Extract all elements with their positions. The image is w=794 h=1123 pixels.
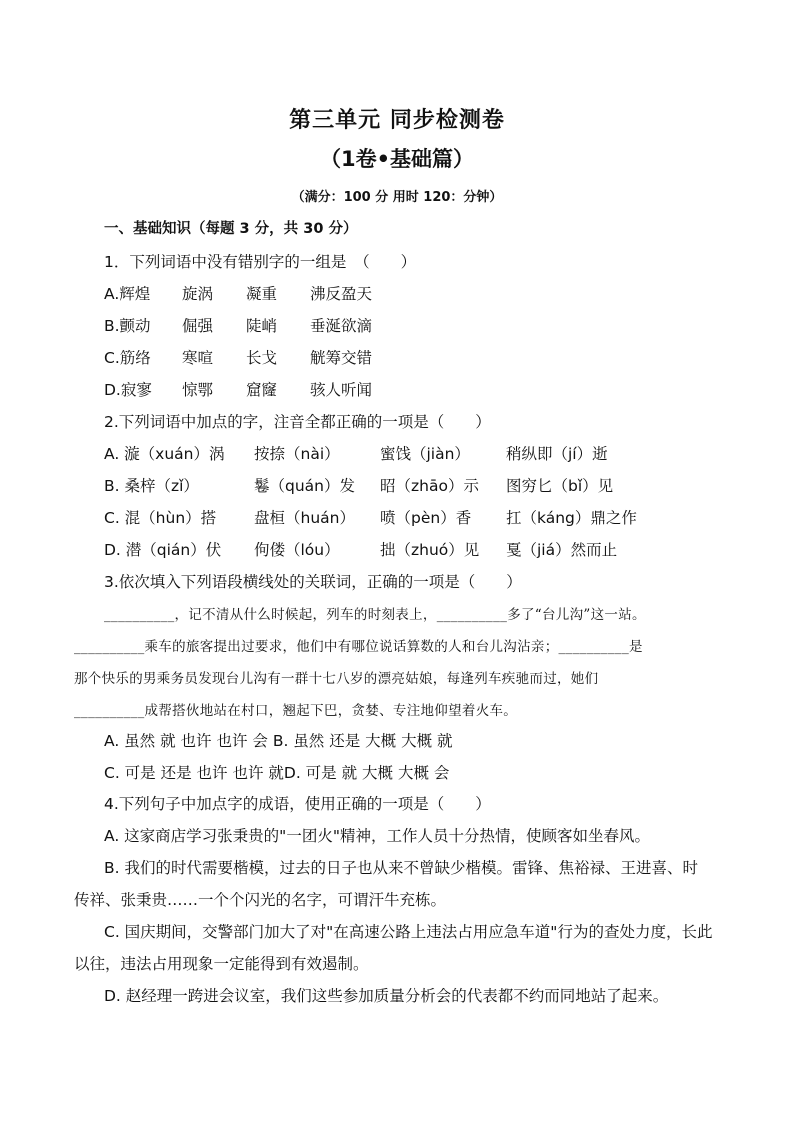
q1-option-c <box>104 346 372 368</box>
q1-d-word-4: 骇人听闻 <box>310 381 373 399</box>
question-4-stem: 4.下列句子中加点字的成语，使用正确的一项是（ ） <box>104 795 491 813</box>
q3-options-ab: A. 虽然 就 也许 也许 会 B. 虽然 还是 大概 大概 就 <box>104 732 453 750</box>
q2-c-item-4: 扛（káng）鼎之作 <box>506 509 637 527</box>
question-2-stem: 2.下列词语中加点的字，注音全都正确的一项是（ ） <box>104 413 491 431</box>
q4-option-b-line-1: B. 我们的时代需要楷模，过去的日子也从来不曾缺少楷模。雷锋、焦裕禄、王进喜、时 <box>104 859 698 877</box>
question-1-stem: 1．下列词语中没有错别字的一组是 （ ） <box>104 253 417 271</box>
q1-c-word-1: C.筋络 <box>104 349 151 367</box>
q2-c-item-2: 盘桓（huán） <box>254 509 355 527</box>
q3-passage-line-1: __________，记不清从什么时候起，列车的时刻表上，__________多了“台儿沟”这一站。 <box>104 607 646 623</box>
q2-option-c <box>104 506 637 528</box>
q1-c-word-4: 觥筹交错 <box>310 349 373 367</box>
q2-c-item-1: C. 混（hùn）搭 <box>104 509 217 527</box>
q2-d-item-1: D. 潜（qián）伏 <box>104 541 222 559</box>
q2-b-item-4: 图穷匕（bǐ）见 <box>506 477 614 495</box>
q1-a-word-2: 旋涡 <box>182 285 214 303</box>
q3-passage-line-3: 那个快乐的男乘务员发现台儿沟有一群十七八岁的漂亮姑娘，每逢列车疾驰而过，她们 <box>74 671 599 687</box>
q1-d-word-3: 窟窿 <box>246 381 278 399</box>
q1-a-word-4: 沸反盈天 <box>310 285 373 303</box>
q1-c-word-3: 长戈 <box>246 349 278 367</box>
q1-d-word-2: 惊鄂 <box>182 381 214 399</box>
q1-option-d <box>104 378 372 400</box>
q4-option-b-line-2: 传祥、张秉贵……一个个闪光的名字，可谓汗牛充栋。 <box>74 891 447 909</box>
q1-option-a <box>104 282 372 304</box>
q3-options-cd: C. 可是 还是 也许 也许 就D. 可是 就 大概 大概 会 <box>104 764 450 782</box>
q3-passage-line-2: __________乘车的旅客提出过要求，他们中有哪位说话算数的人和台儿沟沾亲；__________是 <box>74 639 643 655</box>
q2-d-item-3: 拙（zhuó）见 <box>380 541 480 559</box>
q2-option-a <box>104 442 608 464</box>
q3-passage-line-4: __________成帮搭伙地站在村口，翘起下巴，贪婪、专注地仰望着火车。 <box>74 703 518 719</box>
q1-a-word-3: 凝重 <box>246 285 278 303</box>
q2-b-item-3: 昭（zhāo）示 <box>380 477 479 495</box>
q1-b-word-4: 垂涎欲滴 <box>310 317 373 335</box>
q2-a-item-1: A. 漩（xuán）涡 <box>104 445 225 463</box>
q2-d-item-4: 戛（jiá）然而止 <box>506 541 618 559</box>
page-subtitle: （1卷•基础篇） <box>319 147 475 171</box>
q2-b-item-1: B. 桑梓（zǐ） <box>104 477 199 495</box>
q2-b-item-2: 鬈（quán）发 <box>254 477 355 495</box>
q2-option-b <box>104 474 613 496</box>
q2-c-item-3: 喷（pèn）香 <box>380 509 472 527</box>
question-3-stem: 3.依次填入下列语段横线处的关联词，正确的一项是（ ） <box>104 573 522 591</box>
section-heading: 一、基础知识（每题 3 分，共 30 分） <box>104 221 358 237</box>
q1-option-b <box>104 314 372 336</box>
q1-d-word-1: D.寂寥 <box>104 381 152 399</box>
exam-meta: （满分：100 分 用时 120：分钟） <box>291 190 503 205</box>
q4-option-a: A. 这家商店学习张秉贵的"一团火"精神，工作人员十分热情，使顾客如坐春风。 <box>104 827 650 845</box>
q2-d-item-2: 佝偻（lóu） <box>254 541 340 559</box>
q1-b-word-3: 陡峭 <box>246 317 278 335</box>
q1-b-word-2: 倔强 <box>182 317 214 335</box>
q2-a-item-3: 蜜饯（jiàn） <box>380 445 470 463</box>
q1-b-word-1: B.颤动 <box>104 317 151 335</box>
q2-option-d <box>104 538 617 560</box>
q1-a-word-1: A.辉煌 <box>104 285 151 303</box>
q2-a-item-2: 按捺（nài） <box>254 445 340 463</box>
q2-a-item-4: 稍纵即（jí）逝 <box>506 445 608 463</box>
q4-option-c-line-2: 以往，违法占用现象一定能得到有效遏制。 <box>74 955 369 973</box>
q4-option-c-line-1: C. 国庆期间，交警部门加大了对"在高速公路上违法占用应急车道"行为的查处力度，长此 <box>104 923 713 941</box>
q4-option-d: D. 赵经理一跨进会议室，我们这些参加质量分析会的代表都不约而同地站了起来。 <box>104 987 669 1005</box>
page-title: 第三单元 同步检测卷 <box>289 108 505 133</box>
q1-c-word-2: 寒喧 <box>182 349 214 367</box>
